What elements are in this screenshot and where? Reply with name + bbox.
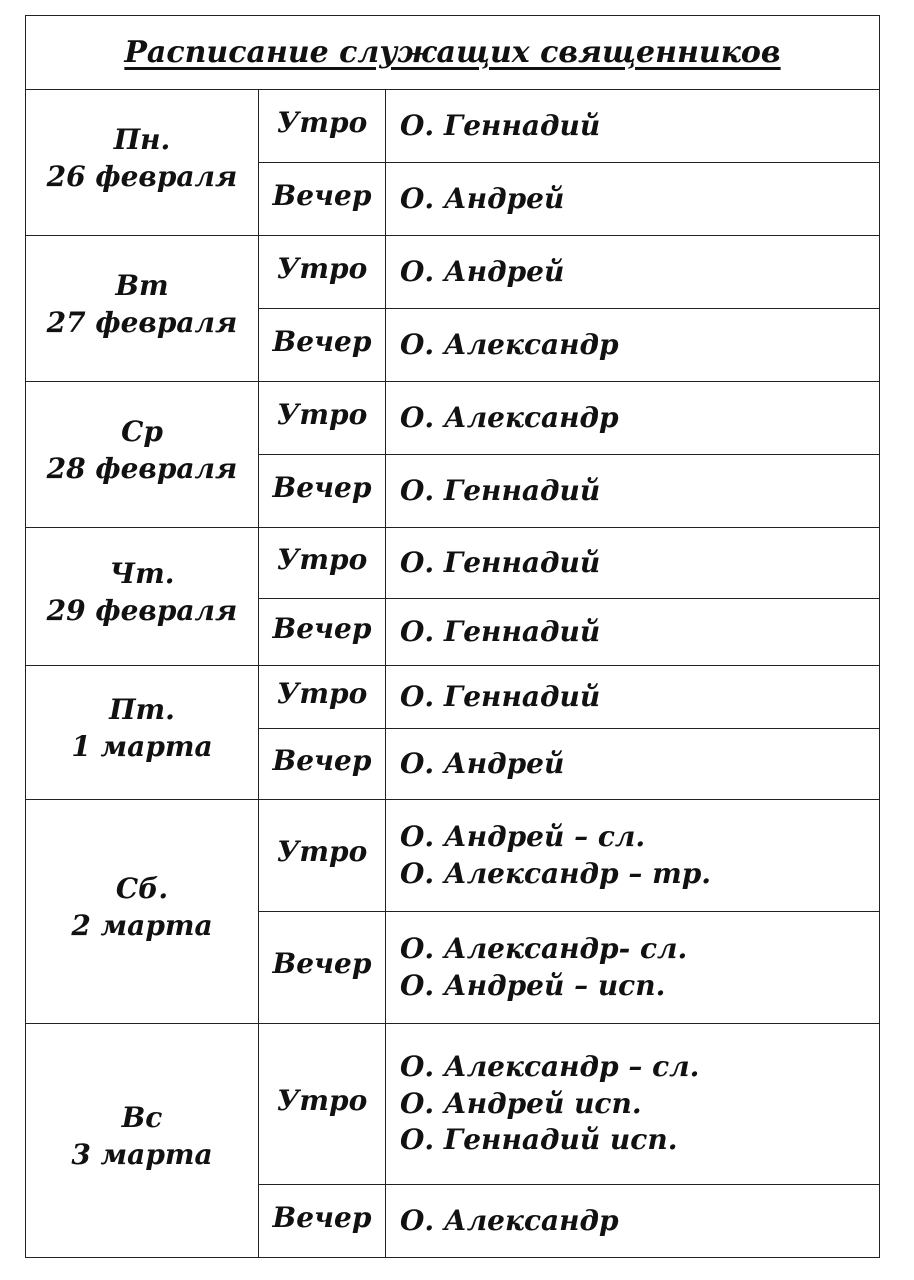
service-time: Утро	[259, 1024, 386, 1185]
day-cell	[26, 90, 259, 236]
priest-cell	[386, 800, 880, 912]
schedule-title: Расписание служащих священников	[124, 35, 781, 70]
day-cell	[26, 236, 259, 382]
priest-name: О. Александр – сл.	[400, 1050, 700, 1084]
service-time: Вечер	[259, 163, 386, 236]
priest-name: О. Геннадий	[400, 108, 601, 142]
service-time: Утро	[259, 800, 386, 912]
day-date: 26 февраля	[46, 159, 238, 193]
priest-cell	[386, 729, 880, 800]
title-row	[26, 16, 880, 90]
service-time: Вечер	[259, 455, 386, 528]
service-time: Утро	[259, 382, 386, 455]
priest-name: О. Александр – тр.	[400, 856, 712, 890]
service-time: Утро	[259, 236, 386, 309]
service-row	[26, 382, 880, 455]
day-date: 27 февраля	[46, 305, 238, 339]
priest-name: О. Геннадий	[400, 679, 601, 713]
service-row	[26, 800, 880, 912]
priest-cell	[386, 382, 880, 455]
priest-name: О. Андрей – исп.	[400, 968, 666, 1002]
day-cell	[26, 528, 259, 666]
priest-name: О. Геннадий	[400, 473, 601, 507]
service-time: Вечер	[259, 599, 386, 666]
service-row	[26, 528, 880, 599]
priest-cell	[386, 912, 880, 1024]
day-date: 2 марта	[71, 908, 213, 942]
priest-cell	[386, 455, 880, 528]
day-name: Пт.	[109, 693, 175, 727]
priest-name: О. Андрей – сл.	[400, 820, 646, 854]
priest-name: О. Александр- сл.	[400, 932, 688, 966]
day-name: Ср	[121, 415, 163, 449]
schedule-table	[25, 15, 880, 1258]
service-time: Вечер	[259, 729, 386, 800]
priest-cell	[386, 163, 880, 236]
day-name: Сб.	[115, 872, 169, 906]
day-cell	[26, 800, 259, 1024]
priest-cell	[386, 309, 880, 382]
day-name: Вт	[115, 269, 169, 303]
day-name: Вс	[121, 1101, 163, 1135]
service-time: Вечер	[259, 912, 386, 1024]
day-date: 1 марта	[71, 729, 213, 763]
service-time: Утро	[259, 528, 386, 599]
priest-name: О. Геннадий	[400, 545, 601, 579]
day-cell	[26, 1024, 259, 1258]
priest-cell	[386, 599, 880, 666]
service-row	[26, 90, 880, 163]
day-date: 28 февраля	[46, 451, 238, 485]
priest-name: О. Андрей	[400, 181, 565, 215]
day-cell	[26, 666, 259, 800]
service-row	[26, 666, 880, 729]
priest-name: О. Андрей исп.	[400, 1086, 642, 1120]
priest-name: О. Александр	[400, 1203, 619, 1237]
service-row	[26, 1024, 880, 1185]
priest-name: О. Геннадий	[400, 614, 601, 648]
priest-cell	[386, 236, 880, 309]
day-cell	[26, 382, 259, 528]
priest-name: О. Андрей	[400, 746, 565, 780]
priest-name: О. Андрей	[400, 254, 565, 288]
priest-cell	[386, 528, 880, 599]
priest-cell	[386, 1024, 880, 1185]
day-date: 3 марта	[71, 1137, 213, 1171]
day-name: Чт.	[109, 557, 175, 591]
service-time: Утро	[259, 666, 386, 729]
day-name: Пн.	[113, 123, 171, 157]
priest-name: О. Александр	[400, 400, 619, 434]
priest-cell	[386, 1185, 880, 1258]
priest-cell	[386, 666, 880, 729]
service-row	[26, 236, 880, 309]
priest-cell	[386, 90, 880, 163]
title-cell	[26, 16, 880, 90]
service-time: Вечер	[259, 309, 386, 382]
priest-name: О. Александр	[400, 327, 619, 361]
service-time: Утро	[259, 90, 386, 163]
day-date: 29 февраля	[46, 593, 238, 627]
service-time: Вечер	[259, 1185, 386, 1258]
priest-name: О. Геннадий исп.	[400, 1123, 678, 1157]
